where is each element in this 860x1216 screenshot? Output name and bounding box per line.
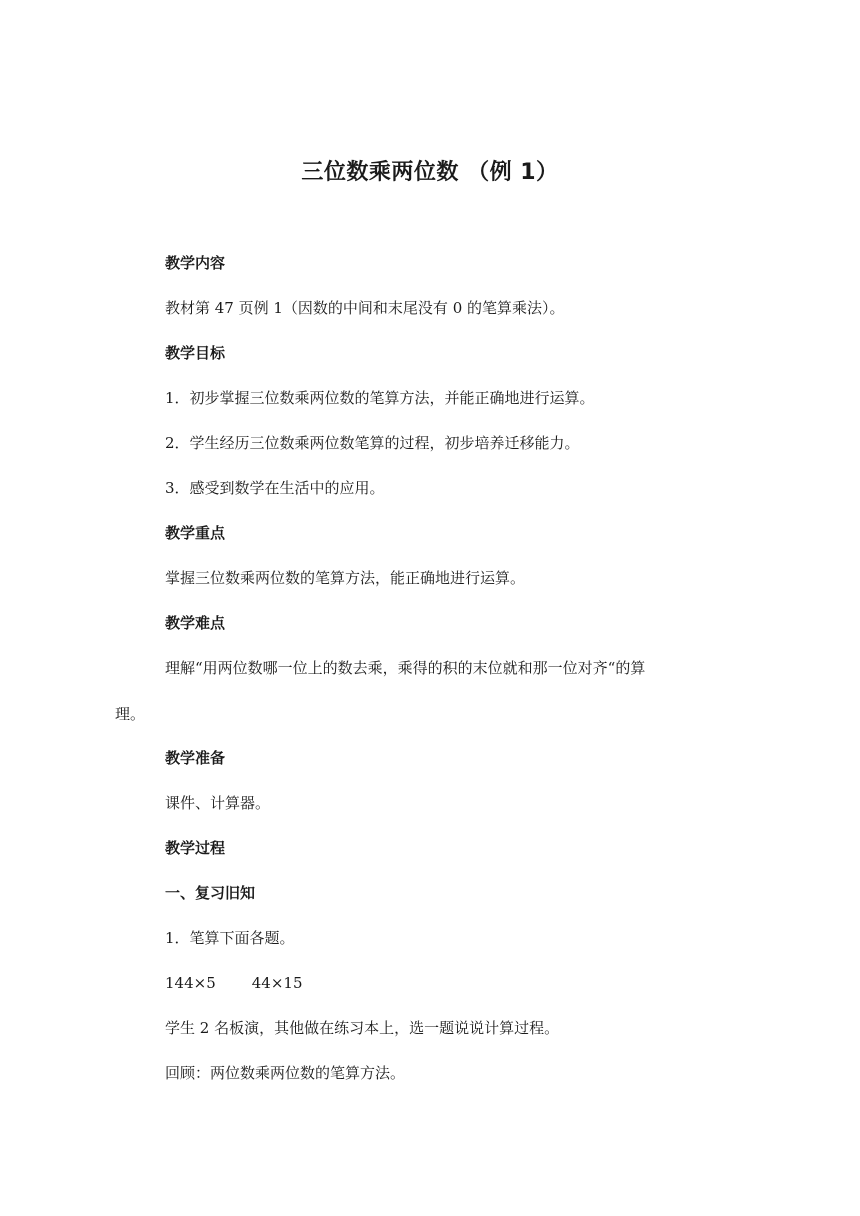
preparation-text: 课件、计算器。 — [165, 794, 271, 812]
heading-teaching-content: 教学内容 — [165, 254, 226, 272]
heading-review: 一、复习旧知 — [165, 884, 256, 902]
exercise-a: 144×5 — [165, 974, 216, 992]
goal-item-2: 2．学生经历三位数乘两位数笔算的过程，初步培养迁移能力。 — [165, 434, 580, 452]
difficulties-text-line-1: 理解“用两位数哪一位上的数去乘，乘得的积的末位就和那一位对齐“的算 — [165, 659, 646, 677]
heading-preparation: 教学准备 — [165, 749, 226, 767]
heading-key-points: 教学重点 — [165, 524, 226, 542]
review-summary-text: 回顾：两位数乘两位数的笔算方法。 — [165, 1064, 406, 1082]
heading-process: 教学过程 — [165, 839, 226, 857]
heading-teaching-goals: 教学目标 — [165, 344, 226, 362]
difficulties-text-line-2: 理。 — [115, 705, 146, 723]
goal-item-3: 3．感受到数学在生活中的应用。 — [165, 479, 385, 497]
page-title: 三位数乘两位数 （例 1） — [301, 160, 559, 185]
key-points-text: 掌握三位数乘两位数的笔算方法，能正确地进行运算。 — [165, 569, 526, 587]
activity-text: 学生 2 名板演，其他做在练习本上，选一题说说计算过程。 — [165, 1019, 560, 1037]
exercise-row — [165, 972, 303, 994]
goal-item-1: 1．初步掌握三位数乘两位数的笔算方法，并能正确地进行运算。 — [165, 389, 595, 407]
exercise-b: 44×15 — [251, 974, 303, 992]
teaching-content-text: 教材第 47 页例 1（因数的中间和末尾没有 0 的笔算乘法）。 — [165, 299, 565, 317]
review-item-1: 1．笔算下面各题。 — [165, 929, 295, 947]
heading-difficulties: 教学难点 — [165, 614, 226, 632]
